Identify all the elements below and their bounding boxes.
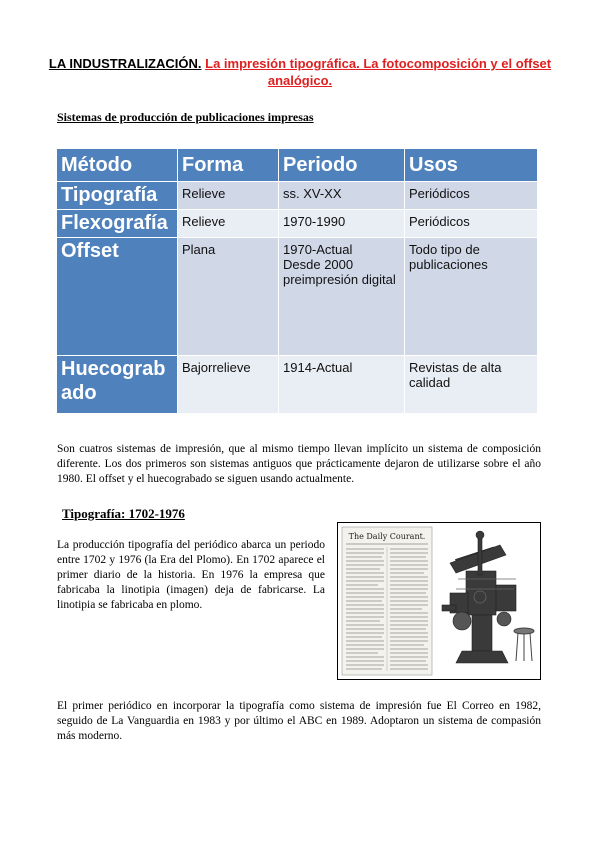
periodo-line: preimpresión digital <box>283 272 396 287</box>
cell-periodo: 1914-Actual <box>279 356 405 414</box>
cell-forma: Relieve <box>178 182 279 210</box>
cell-usos: Periódicos <box>405 210 538 238</box>
document-title <box>40 55 560 89</box>
table-header-row <box>57 149 538 182</box>
cell-forma: Relieve <box>178 210 279 238</box>
printing-methods-table <box>56 148 538 414</box>
cell-periodo <box>279 238 405 356</box>
cell-forma: Bajorrelieve <box>178 356 279 414</box>
table-row <box>57 356 538 414</box>
cell-forma: Plana <box>178 238 279 356</box>
section-subheading: Sistemas de producción de publicaciones impresas <box>57 110 314 124</box>
section-title: Tipografía: 1702-1976 <box>62 506 185 521</box>
table-row <box>57 182 538 210</box>
cell-periodo: ss. XV-XX <box>279 182 405 210</box>
title-part-subtitle: La impresión tipográfica. La fotocomposición y el offset analógico. <box>205 56 552 88</box>
newspaper-title: The Daily Courant. <box>348 532 426 541</box>
header-forma: Forma <box>178 149 279 182</box>
cell-usos: Revistas de alta calidad <box>405 356 538 414</box>
method-line: ado <box>61 382 97 404</box>
closing-paragraph: El primer periódico en incorporar la tipografía como sistema de impresión fue El Correo en 1982, seguido de La Vanguardia en 1983 y por último el ABC en 1989. Adoptaron un sistema de compasión más moderno. <box>57 700 541 742</box>
cell-method: Offset <box>57 238 178 356</box>
intro-paragraph: Son cuatros sistemas de impresión, que al mismo tiempo llevan implícito un sistema de composición diferente. Los dos primeros son sistemas antiguos que prácticamente dejaron de utilizarse sobre el año 1980. El offset y el huecograbado se siguen usando actualmente. <box>57 443 541 485</box>
tipografia-paragraph: La producción tipografía del periódico abarca un periodo entre 1702 y 1976 (la Era del Plomo). En 1702 aparece el primer diario de la historia. En 1976 la empresa que fabricaba la linotipia (imagen) deja de fabricarse. La linotipia se fabricaba en plomo. <box>57 539 325 611</box>
periodo-line: 1970-Actual <box>283 242 353 257</box>
periodo-line: Desde 2000 <box>283 257 354 272</box>
table-row <box>57 238 538 356</box>
title-part-main: LA INDUSTRALIZACIÓN. <box>48 56 202 71</box>
cell-usos: Todo tipo de publicaciones <box>405 238 538 356</box>
header-usos: Usos <box>405 149 538 182</box>
cell-method: Flexografía <box>57 210 178 238</box>
linotype-machine-illustration-icon <box>338 523 540 679</box>
cell-method: Tipografía <box>57 182 178 210</box>
header-periodo: Periodo <box>279 149 405 182</box>
header-metodo: Método <box>57 149 178 182</box>
table-row <box>57 210 538 238</box>
linotype-image <box>337 522 541 680</box>
cell-method <box>57 356 178 414</box>
method-line: Huecograb <box>61 358 166 380</box>
cell-usos: Periódicos <box>405 182 538 210</box>
cell-periodo: 1970-1990 <box>279 210 405 238</box>
